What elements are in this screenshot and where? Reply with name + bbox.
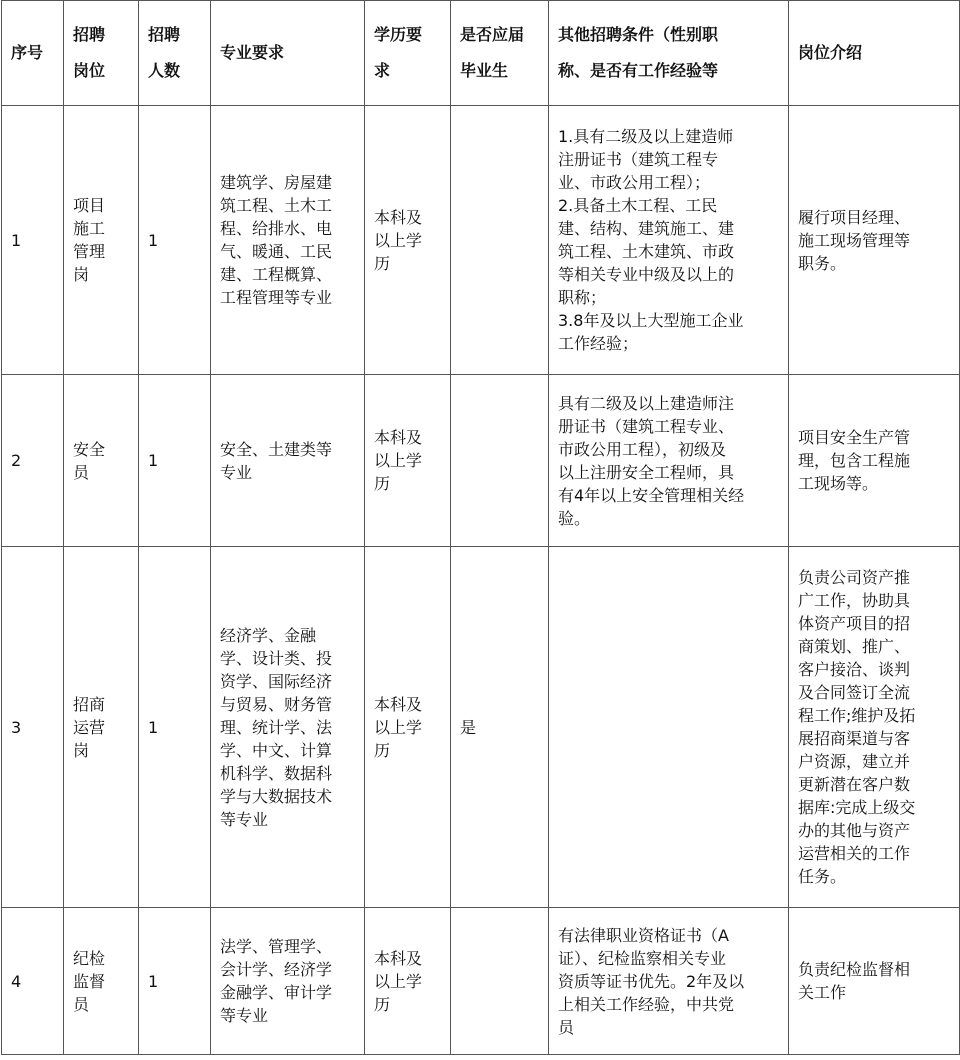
recruitment-table (1, 0, 960, 1055)
cell-graduate (451, 908, 549, 1055)
header-graduate: 是否应届 毕业生 (451, 1, 549, 106)
cell-description: 项目安全生产管 理，包含工程施 工现场等。 (789, 375, 960, 547)
cell-position: 安全 员 (64, 375, 139, 547)
cell-position: 项目 施工 管理 岗 (64, 106, 139, 375)
cell-conditions (549, 547, 789, 908)
table-row (2, 106, 960, 375)
cell-conditions: 有法律职业资格证书（A 证）、纪检监察相关专业 资质等证书优先。2年及以 上相关工作经验，中共党 员 (549, 908, 789, 1055)
cell-count: 1 (139, 908, 211, 1055)
cell-education: 本科及 以上学 历 (365, 106, 451, 375)
cell-description: 负责纪检监督相 关工作 (789, 908, 960, 1055)
cell-count: 1 (139, 375, 211, 547)
cell-graduate (451, 375, 549, 547)
cell-graduate (451, 106, 549, 375)
header-count: 招聘 人数 (139, 1, 211, 106)
header-conditions: 其他招聘条件（性别职 称、是否有工作经验等 (549, 1, 789, 106)
cell-description: 负责公司资产推 广工作，协助具 体资产项目的招 商策划、推广、 客户接洽、谈判 及合同签订全流 程工作;维护及拓 展招商渠道与客 户资源，建立并 更新潜在客户数 据库:完成上级交 办的其他与资产 运营相关的工作 任务。 (789, 547, 960, 908)
cell-description: 履行项目经理、 施工现场管理等 职务。 (789, 106, 960, 375)
cell-major: 法学、管理学、 会计学、经济学 金融学、审计学 等专业 (211, 908, 365, 1055)
table-row (2, 547, 960, 908)
header-major: 专业要求 (211, 1, 365, 106)
cell-major: 经济学、金融 学、设计类、投 资学、国际经济 与贸易、财务管 理、统计学、法 学、中文、计算 机科学、数据科 学与大数据技术 等专业 (211, 547, 365, 908)
cell-conditions: 1.具有二级及以上建造师 注册证书（建筑工程专 业、市政公用工程）； 2.具备土木工程、工民 建、结构、建筑施工、建 筑工程、土木建筑、市政 等相关专业中级及以上的 职称； 3.8年及以上大型施工企业 工作经验； (549, 106, 789, 375)
cell-no: 2 (2, 375, 64, 547)
table-header-row (2, 1, 960, 106)
table-row (2, 375, 960, 547)
header-education: 学历要 求 (365, 1, 451, 106)
cell-no: 1 (2, 106, 64, 375)
cell-count: 1 (139, 106, 211, 375)
cell-major: 安全、土建类等 专业 (211, 375, 365, 547)
cell-graduate: 是 (451, 547, 549, 908)
cell-count: 1 (139, 547, 211, 908)
cell-education: 本科及 以上学 历 (365, 547, 451, 908)
cell-no: 3 (2, 547, 64, 908)
header-position: 招聘 岗位 (64, 1, 139, 106)
cell-education: 本科及 以上学 历 (365, 908, 451, 1055)
cell-major: 建筑学、房屋建 筑工程、土木工 程、给排水、电 气、暖通、工民 建、工程概算、 工程管理等专业 (211, 106, 365, 375)
cell-position: 纪检 监督 员 (64, 908, 139, 1055)
header-description: 岗位介绍 (789, 1, 960, 106)
table-row (2, 908, 960, 1055)
header-no: 序号 (2, 1, 64, 106)
cell-no: 4 (2, 908, 64, 1055)
cell-education: 本科及 以上学 历 (365, 375, 451, 547)
cell-conditions: 具有二级及以上建造师注 册证书（建筑工程专业、 市政公用工程），初级及 以上注册安全工程师，具 有4年以上安全管理相关经 验。 (549, 375, 789, 547)
cell-position: 招商 运营 岗 (64, 547, 139, 908)
